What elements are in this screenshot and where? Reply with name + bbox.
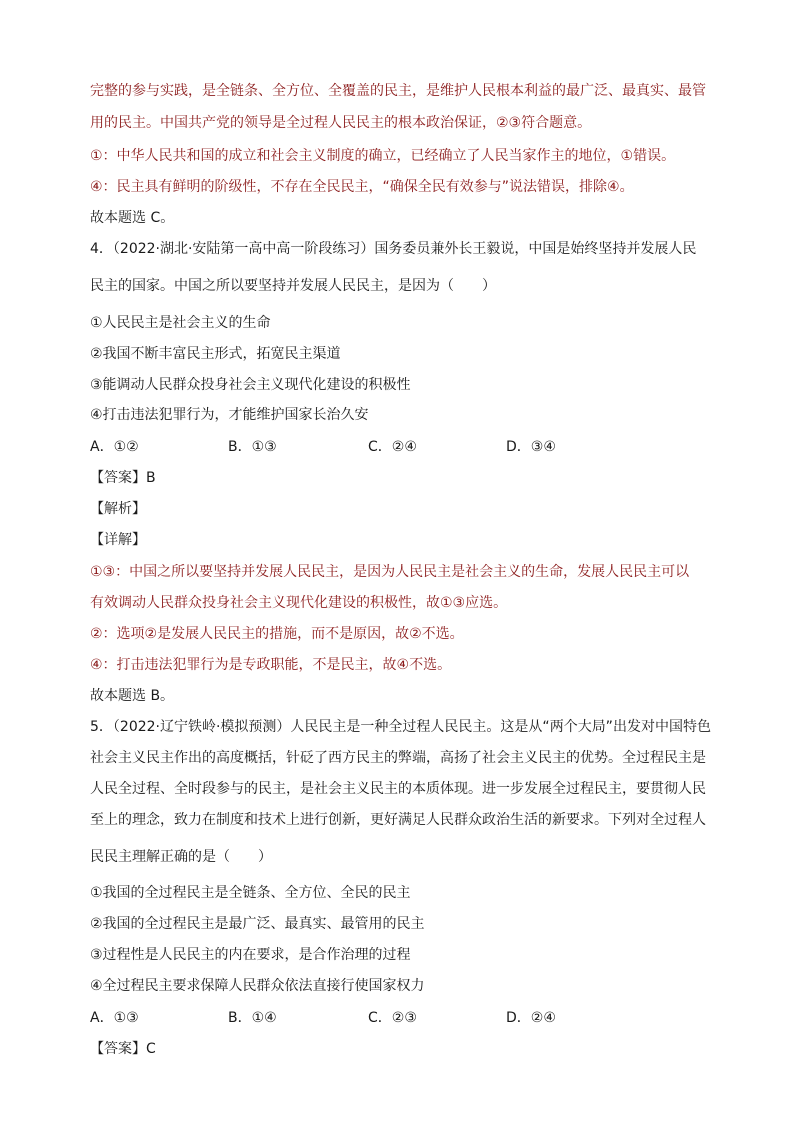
prev-analysis-line-2: 用的民主。中国共产党的领导是全过程人民民主的根本政治保证，②③符合题意。 <box>90 115 592 131</box>
q5-stem-line-5: 民民主理解正确的是（ ） <box>90 849 272 865</box>
q5-item-2: ②我国的全过程民主是最广泛、最真实、最管用的民主 <box>90 916 425 932</box>
q4-detail-line-4: ④：打击违法犯罪行为是专政职能，不是民主，故④不选。 <box>90 657 452 673</box>
q5-item-1: ①我国的全过程民主是全链条、全方位、全民的民主 <box>90 885 411 901</box>
q4-stem-line-2: 民主的国家。中国之所以要坚持并发展人民民主，是因为（ ） <box>90 278 496 294</box>
q5-item-3: ③过程性是人民民主的内在要求，是合作治理的过程 <box>90 947 411 963</box>
q4-detail-line-2: 有效调动人民群众投身社会主义现代化建设的积极性，故①③应选。 <box>90 595 508 611</box>
prev-analysis-line-1: 完整的参与实践，是全链条、全方位、全覆盖的民主，是维护人民根本利益的最广泛、最真实、最管 <box>90 83 706 99</box>
q4-detail-line-3: ②：选项②是发展人民民主的措施，而不是原因，故②不选。 <box>90 626 464 642</box>
q4-item-4: ④打击违法犯罪行为，才能维护国家长治久安 <box>90 407 369 423</box>
q4-analysis-label: 【解析】 <box>90 501 146 517</box>
prev-analysis-line-3: ①：中华人民共和国的成立和社会主义制度的确立，已经确立了人民当家作主的地位，①错误。 <box>90 148 676 164</box>
prev-conclusion: 故本题选 C。 <box>90 210 175 226</box>
q5-stem-line-4: 至上的理念，致力在制度和技术上进行创新，更好满足人民群众政治生活的新要求。下列对全过程人 <box>90 812 706 828</box>
q5-answer: 【答案】C <box>90 1041 156 1057</box>
q4-item-3: ③能调动人民群众投身社会主义现代化建设的积极性 <box>90 377 411 393</box>
q5-stem-line-1: 5．（2022·辽宁铁岭·模拟预测）人民民主是一种全过程人民民主。这是从“两个大局”出发对中国特色 <box>90 719 711 735</box>
q4-item-2: ②我国不断丰富民主形式，拓宽民主渠道 <box>90 346 341 362</box>
q5-item-4: ④全过程民主要求保障人民群众依法直接行使国家权力 <box>90 978 425 994</box>
q4-conclusion: 故本题选 B。 <box>90 688 175 704</box>
q4-answer: 【答案】B <box>90 470 156 486</box>
q4-option-c: C．②④ <box>368 439 417 455</box>
q4-option-d: D．③④ <box>506 439 556 455</box>
q4-option-b: B．①③ <box>228 439 277 455</box>
q5-option-c: C．②③ <box>368 1010 417 1026</box>
q5-option-b: B．①④ <box>228 1010 277 1026</box>
q5-option-a: A．①③ <box>90 1010 139 1026</box>
q5-option-d: D．②④ <box>506 1010 556 1026</box>
q5-stem-line-2: 社会主义民主作出的高度概括，针砭了西方民主的弊端，高扬了社会主义民主的优势。全过程民主是 <box>90 750 706 766</box>
q4-detail-line-1: ①③：中国之所以要坚持并发展人民民主，是因为人民民主是社会主义的生命，发展人民民主可以 <box>90 564 690 580</box>
prev-analysis-line-4: ④：民主具有鲜明的阶级性，不存在全民民主，“确保全民有效参与”说法错误，排除④。 <box>90 179 634 195</box>
q4-option-a: A．①② <box>90 439 139 455</box>
q4-item-1: ①人民民主是社会主义的生命 <box>90 315 271 331</box>
q4-detail-label: 【详解】 <box>90 532 146 548</box>
q5-stem-line-3: 人民全过程、全时段参与的民主，是社会主义民主的本质体现。进一步发展全过程民主，要贯彻人民 <box>90 781 706 797</box>
q4-stem-line-1: 4．（2022·湖北·安陆第一高中高一阶段练习）国务委员兼外长王毅说，中国是始终坚持并发展人民 <box>90 241 697 257</box>
